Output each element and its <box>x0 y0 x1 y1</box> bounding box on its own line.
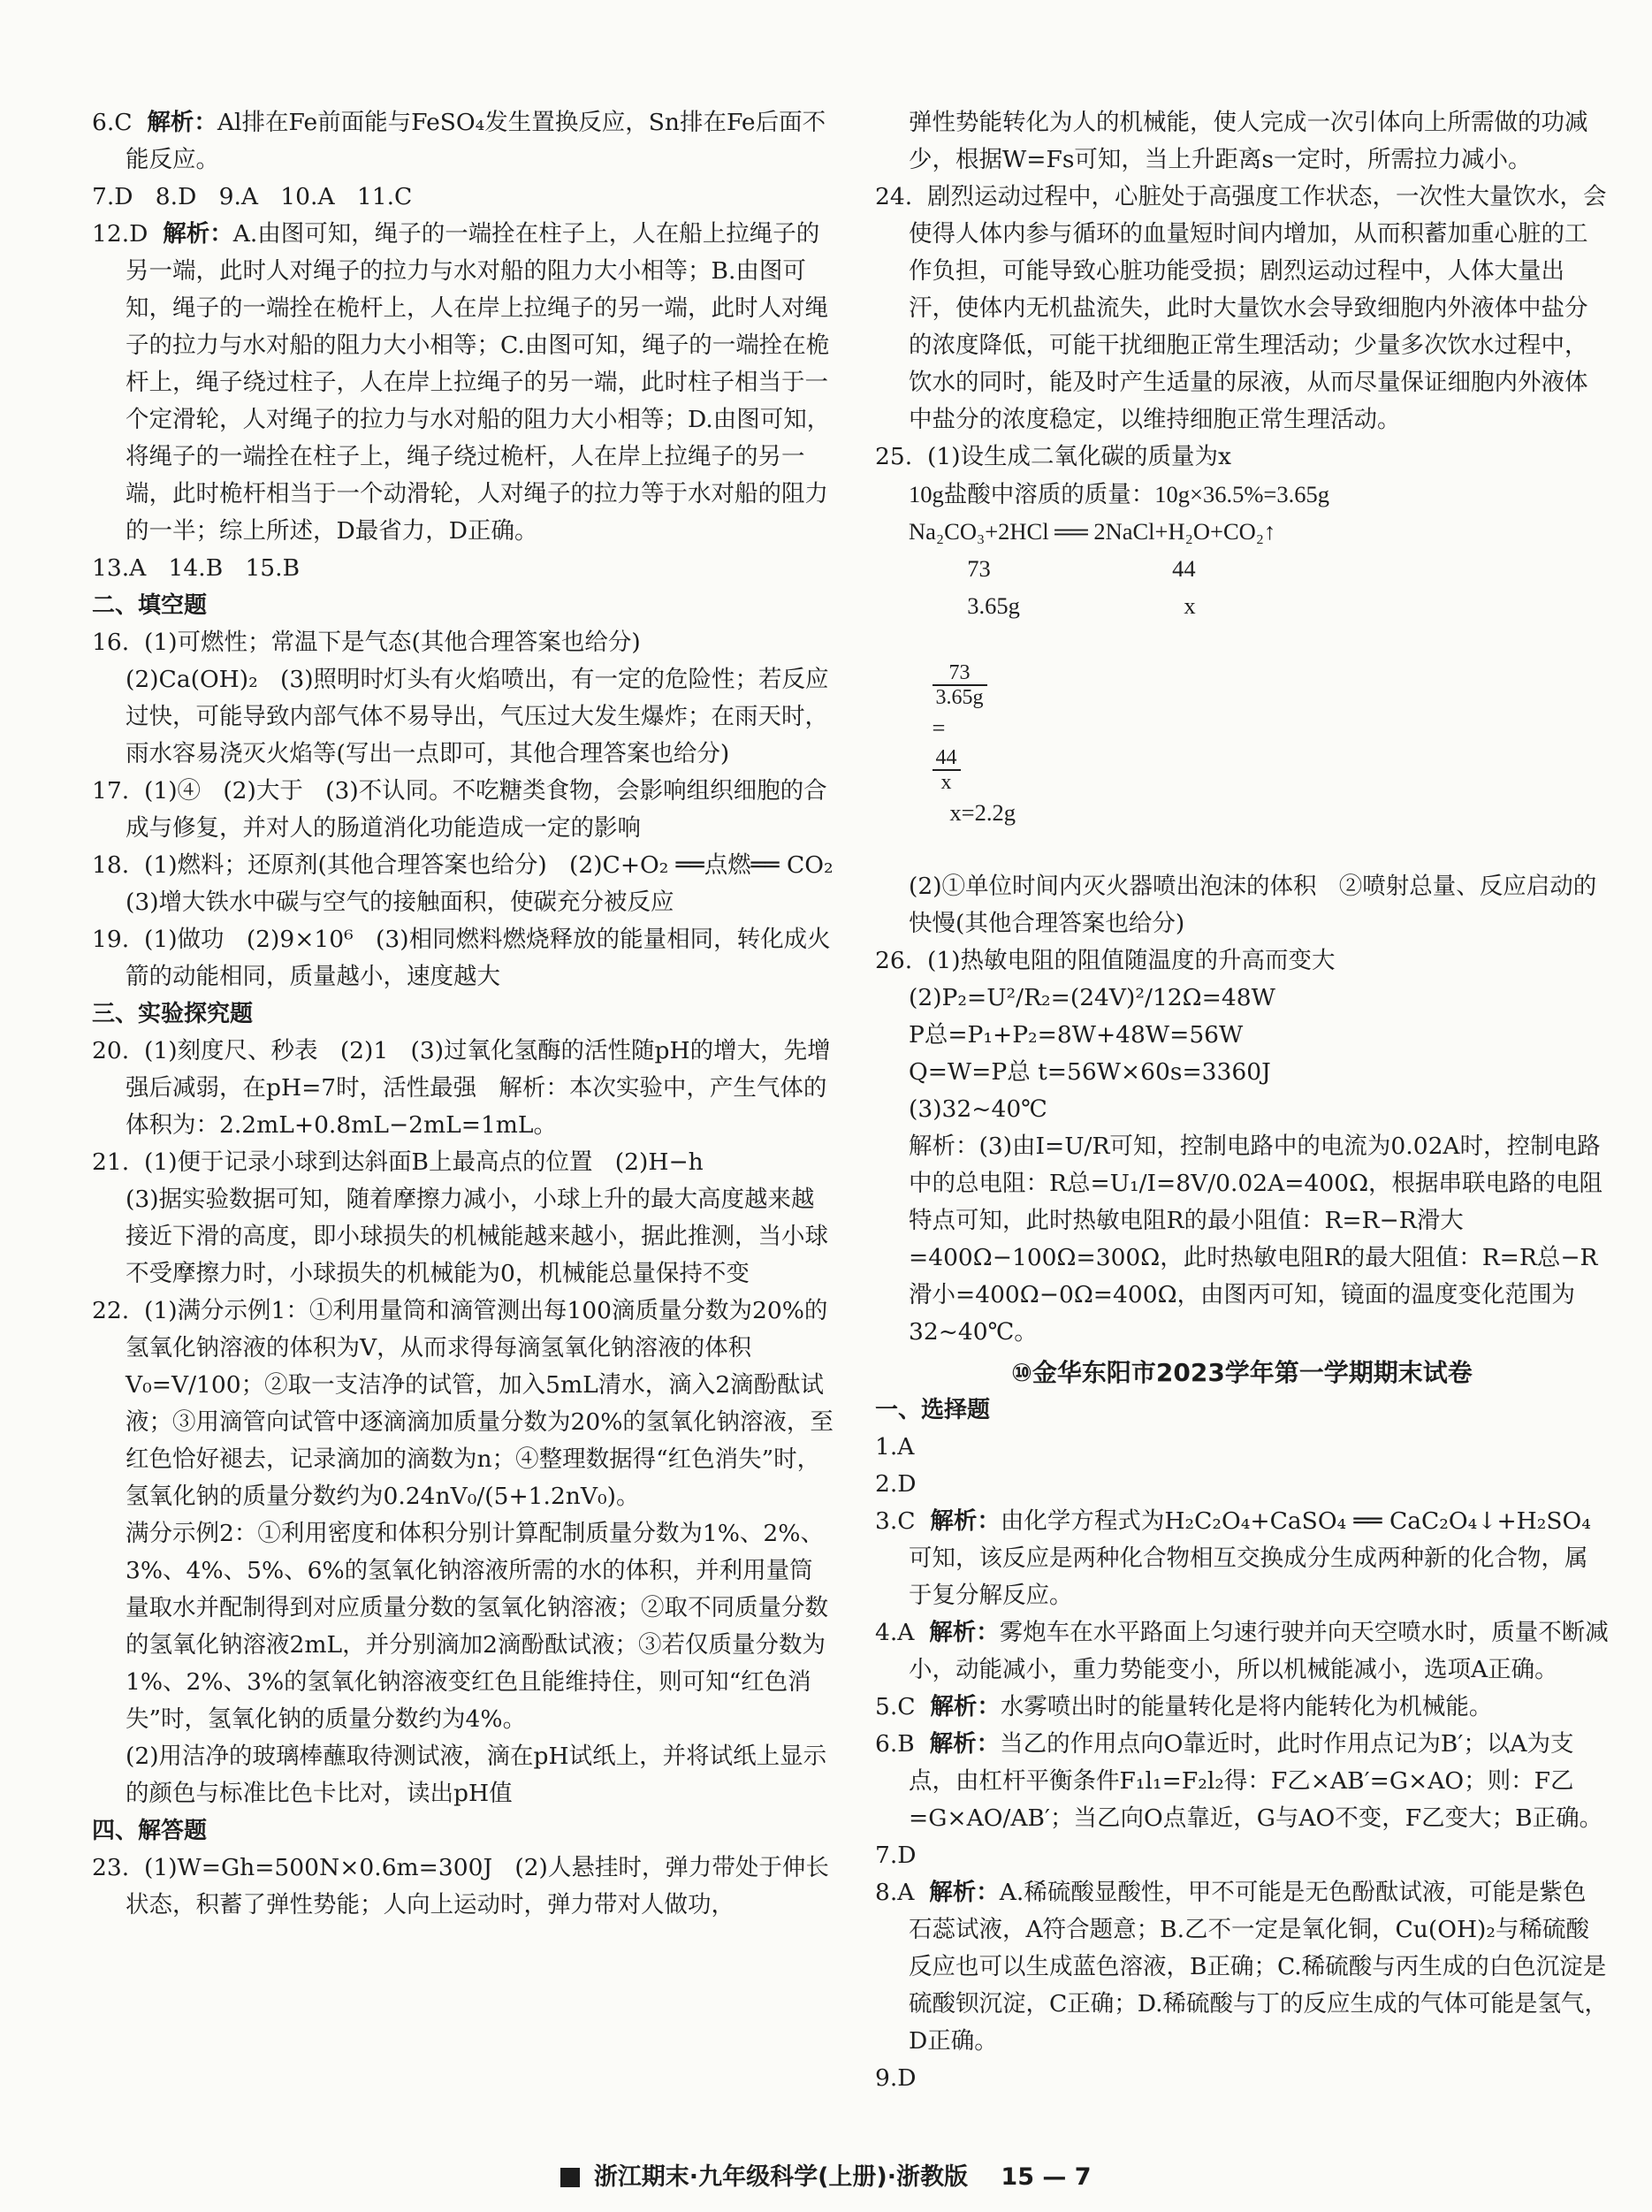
answer-item <box>92 1033 834 1144</box>
answer-text: (1)便于记录小球到达斜面B上最高点的位置 (2)H−h <box>144 1148 704 1176</box>
right-bottom-block <box>875 1392 1609 2097</box>
fraction-equation: $\frac{73}{3.65g}$ = $\frac{44}{x}$ x=2.2g <box>932 661 1016 826</box>
analysis-tag: 解析： <box>147 109 217 136</box>
answer-text: 7.D 8.D 9.A 10.A 11.C <box>92 183 413 210</box>
answer-text: (1)做功 (2)9×10⁶ (3)相同燃料燃烧释放的能量相同，转化成火箭的动能相同，质量越小，速度越大 <box>126 926 831 990</box>
answer-text: (1)设生成二氧化碳的质量为x <box>927 443 1231 470</box>
answer-item <box>92 1293 834 1515</box>
answer-item <box>875 1837 1609 1874</box>
answer-item <box>875 1503 1609 1614</box>
answer-text: 2.D <box>875 1470 917 1498</box>
answer-text: (1)可燃性；常温下是气态(其他合理答案也给分) <box>144 629 641 656</box>
answer-continuation: (3)32~40℃ <box>909 1095 1047 1123</box>
answer-text: A.由图可知，绳子的一端拴在柱子上，人在船上拉绳子的另一端，此时人对绳子的拉力与水对船的阻力大小相等；B.由图可知，绳子的一端拴在桅杆上，人在岸上拉绳子的另一端，此时人对绳子的拉力与水对船的阻力大小相等；C.由图可知，绳子的一端拴在桅杆上，绳子绕过柱子，人在岸上拉绳子的另一端，此时柱子相当于一个定滑轮，人对绳子的拉力与水对船的阻力大小相等；D.由图可知，将绳子的一端拴在柱子上，绳子绕过桅杆，人在岸上拉绳子的另一端，此时桅杆相当于一个动滑轮，人对绳子的拉力等于水对船的阻力的一半；综上所述，D最省力，D正确。 <box>126 220 831 545</box>
equation-line: Na₂CO₃+2HCl ══ 2NaCl+H₂O+CO₂↑ <box>909 518 1276 545</box>
answer-item <box>92 216 834 550</box>
answer-item <box>92 847 834 884</box>
analysis-tag: 解析： <box>929 1730 1001 1758</box>
answer-label: 16. <box>92 629 130 656</box>
page-number: 15 — 7 <box>1001 2163 1092 2191</box>
answer-text: (1)W=Gh=500N×0.6m=300J (2)人悬挂时，弹力带处于伸长状态，积蓄了弹性势能；人向上运动时，弹力带对人做功， <box>126 1854 829 1918</box>
answer-item <box>92 624 834 661</box>
answer-item <box>875 1874 1609 2060</box>
answer-label: 17. <box>92 777 130 805</box>
left-column <box>92 104 834 1924</box>
answer-item <box>92 1850 834 1924</box>
answer-label: 21. <box>92 1148 130 1176</box>
analysis-tag: 解析： <box>929 1879 1000 1906</box>
answer-text: 9.D <box>875 2064 917 2092</box>
right-top-block <box>875 104 1609 624</box>
answer-label: 5.C <box>875 1693 916 1720</box>
answer-continuation: (3)据实验数据可知，随着摩擦力减小，小球上升的最大高度越来越接近下滑的高度，即小球损失的机械能越来越小，据此推测，当小球不受摩擦力时，小球损失的机械能为0，机械能总量保持不变 <box>126 1186 828 1287</box>
answer-label: 19. <box>92 926 130 953</box>
answer-text: (1)燃料；还原剂(其他合理答案也给分) (2)C+O₂ ══点燃══ CO₂ <box>144 851 834 879</box>
fraction-result: x=2.2g <box>949 799 1016 826</box>
equation-line: 73 44 <box>909 555 1196 582</box>
answer-continuation: 弹性势能转化为人的机械能，使人完成一次引体向上所需做的功减少，根据W=Fs可知，当上升距离s一定时，所需拉力减小。 <box>909 109 1588 173</box>
answer-text: 1.A <box>875 1433 915 1461</box>
fraction-2-numerator: 44 <box>935 746 957 769</box>
answer-continuation: (2)用洁净的玻璃棒蘸取待测试液，滴在pH试纸上，并将试纸上显示的颜色与标准比色卡比对，读出pH值 <box>126 1743 827 1807</box>
answer-item <box>875 1726 1609 1837</box>
answer-text: 13.A 14.B 15.B <box>92 554 301 582</box>
section-heading: 二、填空题 <box>92 592 208 619</box>
fraction-1-denominator: 3.65g <box>933 684 987 709</box>
answer-label: 18. <box>92 851 130 879</box>
section-heading: 四、解答题 <box>92 1818 208 1844</box>
analysis-tag: 解析： <box>930 1507 1001 1535</box>
answer-text: 雾炮车在水平路面上匀速行驶并向天空喷水时，质量不断减小，动能减小，重力势能变小，所以机械能减小，选项A正确。 <box>909 1619 1609 1683</box>
analysis-tag: 解析： <box>930 1693 1001 1720</box>
answer-continuation: 满分示例2：①利用密度和体积分别计算配制质量分数为1%、2%、3%、4%、5%、6%的氢氧化钠溶液所需的水的体积，并利用量筒量取水并配制得到对应质量分数的氢氧化钠溶液；②取不同质量分数的氢氧化钠溶液2mL，并分别滴加2滴酚酞试液；③若仅质量分数为1%、2%、3%的氢氧化钠溶液变红色且能维持住，则可知“红色消失”时，氢氧化钠的质量分数约为4%。 <box>126 1520 828 1733</box>
exam-title: ⑩金华东阳市2023学年第一学期期末试卷 <box>1011 1358 1473 1387</box>
footer-title: 浙江期末·九年级科学(上册)·浙教版 <box>593 2163 969 2191</box>
answer-label: 24. <box>875 183 913 210</box>
fraction-2 <box>933 746 961 794</box>
fraction-1 <box>933 661 987 709</box>
answer-label: 8.A <box>875 1879 915 1906</box>
answer-text: (1)满分示例1：①利用量筒和滴管测出每100滴质量分数为20%的氢氧化钠溶液的体积为V，从而求得每滴氢氧化钠溶液的体积V₀=V/100；②取一支洁净的试管，加入5mL清水，滴入2滴酚酞试液；③用滴管向试管中逐滴滴加质量分数为20%的氢氧化钠溶液，至红色恰好褪去，记录滴加的滴数为n；④整理数据得“红色消失”时，氢氧化钠的质量分数约为0.24nV₀/(5+1.2nV₀)。 <box>126 1297 834 1510</box>
answer-label: 3.C <box>875 1507 916 1535</box>
right-column <box>875 104 1609 2097</box>
answer-text: (1)④ (2)大于 (3)不认同。不吃糖类食物，会影响组织细胞的合成与修复，并对人的肠道消化功能造成一定的影响 <box>126 777 827 842</box>
answer-continuation: 解析：(3)由I=U/R可知，控制电路中的电流为0.02A时，控制电路中的总电阻：R总=U₁/I=8V/0.02A=400Ω，根据串联电路的电阻特点可知，此时热敏电阻R的最小阻值：R=R−R滑大=400Ω−100Ω=300Ω，此时热敏电阻R的最大阻值：R=R总−R滑小=400Ω−0Ω=400Ω，由图丙可知，镜面的温度变化范围为32~40℃。 <box>909 1133 1603 1346</box>
answer-item <box>92 921 834 995</box>
answer-item <box>875 1614 1609 1689</box>
analysis-tag: 解析： <box>929 1619 1000 1646</box>
answer-item <box>875 1429 1609 1466</box>
answer-text: 7.D <box>875 1842 917 1869</box>
answer-label: 12.D <box>92 220 148 248</box>
section-heading: 三、实验探究题 <box>92 1001 254 1027</box>
answer-item <box>875 942 1609 980</box>
answer-item <box>875 439 1609 476</box>
answer-continuation: (2)P₂=U²/R₂=(24V)²/12Ω=48W <box>909 984 1275 1011</box>
answer-continuation: (2)①单位时间内灭火器喷出泡沫的体积 ②喷射总量、反应启动的快慢(其他合理答案也给分) <box>909 873 1597 937</box>
answer-label: 4.A <box>875 1619 915 1646</box>
answer-continuation: Q=W=P总 t=56W×60s=3360J <box>909 1058 1271 1086</box>
equation-line: 3.65g x <box>909 592 1196 619</box>
fraction-2-denominator: x <box>933 769 961 794</box>
answer-label: 26. <box>875 947 913 974</box>
answer-text: Al排在Fe前面能与FeSO₄发生置换反应，Sn排在Fe后面不能反应。 <box>126 109 826 173</box>
answer-label: 20. <box>92 1037 130 1064</box>
analysis-tag: 解析： <box>163 220 233 248</box>
answer-item <box>92 1144 834 1181</box>
answer-label: 6.C <box>92 109 133 136</box>
answer-text: 当乙的作用点向O靠近时，此时作用点记为B′；以A为支点，由杠杆平衡条件F₁l₁=F₂l₂得：F乙×AB′=G×AO；则：F乙=G×AO/AB′；当乙向O点靠近，G与AO不变，F乙变大；B正确。 <box>909 1730 1603 1832</box>
answer-label: 6.B <box>875 1730 915 1758</box>
answer-continuation: P总=P₁+P₂=8W+48W=56W <box>909 1021 1244 1049</box>
answer-item <box>875 2060 1609 2097</box>
answer-continuation: (2)Ca(OH)₂ (3)照明时灯头有火焰喷出，有一定的危险性；若反应过快，可能导致内部气体不易导出，气压过大发生爆炸；在雨天时，雨水容易浇灭火焰等(写出一点即可，其他合理答案也给分) <box>126 666 829 767</box>
answer-item <box>92 179 834 216</box>
answer-label: 25. <box>875 443 913 470</box>
answer-text: 剧烈运动过程中，心脏处于高强度工作状态，一次性大量饮水，会使得人体内参与循环的血量短时间内增加，从而积蓄加重心脏的工作负担，可能导致心脏功能受损；剧烈运动过程中，人体大量出汗，使体内无机盐流失，此时大量饮水会导致细胞内外液体中盐分的浓度降低，可能干扰细胞正常生理活动；少量多次饮水过程中，饮水的同时，能及时产生适量的尿液，从而尽量保证细胞内外液体中盐分的浓度稳定，以维持细胞正常生理活动。 <box>909 183 1607 433</box>
answer-text: A.稀硫酸显酸性，甲不可能是无色酚酞试液，可能是紫色石蕊试液，A符合题意；B.乙不一定是氧化铜，Cu(OH)₂与稀硫酸反应也可以生成蓝色溶液，B正确；C.稀硫酸与丙生成的白色沉淀是硫酸钡沉淀，C正确；D.稀硫酸与丁的反应生成的气体可能是氢气，D正确。 <box>909 1879 1609 2055</box>
answer-item <box>92 773 834 847</box>
section-heading: 一、选择题 <box>875 1397 991 1423</box>
page-footer <box>0 2157 1652 2192</box>
right-mid-block <box>875 868 1609 1351</box>
answer-text: (1)热敏电阻的阻值随温度的升高而变大 <box>927 947 1336 974</box>
answer-text: 由化学方程式为H₂C₂O₄+CaSO₄ ══ CaC₂O₄↓+H₂SO₄可知，该反应是两种化合物相互交换成分生成两种新的化合物，属于复分解反应。 <box>909 1507 1591 1609</box>
answer-item <box>875 1466 1609 1503</box>
answer-text: (1)刻度尺、秒表 (2)1 (3)过氧化氢酶的活性随pH的增大，先增强后减弱，在pH=7时，活性最强 解析：本次实验中，产生气体的体积为：2.2mL+0.8mL−2mL=1mL。 <box>126 1037 831 1139</box>
fraction-1-numerator: 73 <box>948 661 971 684</box>
answer-text: 水雾喷出时的能量转化是将内能转化为机械能。 <box>1000 1693 1493 1720</box>
answer-item <box>92 104 834 179</box>
equation-line: 10g盐酸中溶质的质量：10g×36.5%=3.65g <box>909 481 1329 507</box>
answer-item <box>875 1689 1609 1726</box>
answer-continuation: (3)增大铁水中碳与空气的接触面积，使碳充分被反应 <box>126 889 674 916</box>
square-icon <box>560 2168 580 2187</box>
answer-label: 23. <box>92 1854 130 1881</box>
answer-item <box>92 550 834 587</box>
answer-item <box>875 179 1609 439</box>
answer-label: 22. <box>92 1297 130 1324</box>
